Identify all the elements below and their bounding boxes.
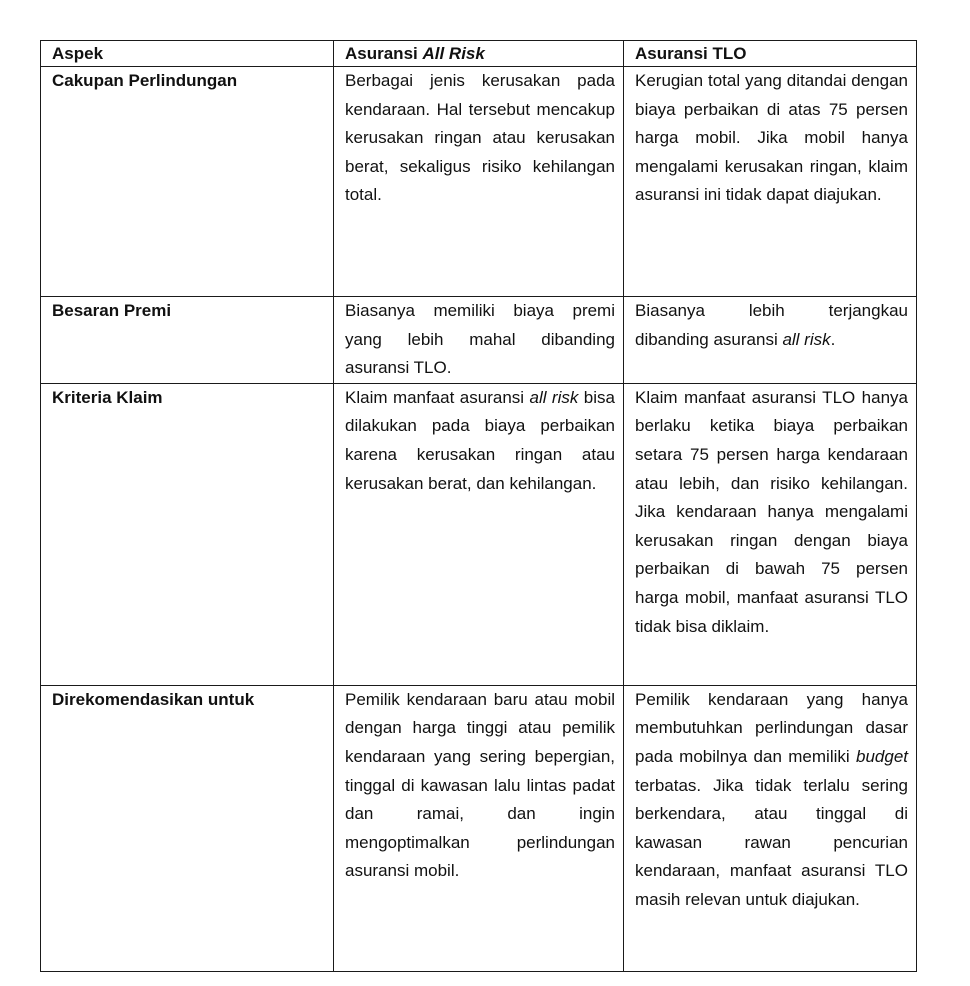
tlo-italic-text: all risk — [782, 329, 831, 349]
all-risk-italic-text: all risk — [529, 387, 579, 407]
tlo-text: Biasanya lebih terjangkau dibanding asuransi — [635, 301, 908, 349]
all-risk-cell: Pemilik kendaraan baru atau mobil dengan harga tinggi atau pemilik kendaraan yang sering bepergian, tinggal di kawasan lalu lintas padat dan ramai, dan ingin mengoptimalkan perlindungan asuransi mobil. — [334, 685, 624, 971]
all-risk-cell — [334, 383, 624, 685]
tlo-text: Pemilik kendaraan yang hanya membutuhkan perlindungan dasar pada mobilnya dan memiliki — [635, 689, 908, 766]
tlo-cell: Kerugian total yang ditandai dengan biaya perbaikan di atas 75 persen harga mobil. Jika mobil hanya mengalami kerusakan ringan, klaim asuransi ini tidak dapat diajukan. — [624, 67, 917, 297]
tlo-italic-text: budget — [856, 746, 908, 766]
table-row — [41, 297, 917, 384]
table-row — [41, 383, 917, 685]
aspect-cell: Direkomendasikan untuk — [41, 685, 334, 971]
aspect-cell: Besaran Premi — [41, 297, 334, 384]
comparison-table — [40, 40, 917, 972]
tlo-cell — [624, 297, 917, 384]
header-all-risk-prefix: Asuransi — [345, 44, 423, 63]
tlo-cell — [624, 685, 917, 971]
table-row — [41, 685, 917, 971]
aspect-cell: Cakupan Perlindungan — [41, 67, 334, 297]
header-row — [41, 41, 917, 67]
header-aspect: Aspek — [41, 41, 334, 67]
all-risk-text: Klaim manfaat asuransi — [345, 387, 530, 407]
header-all-risk — [334, 41, 624, 67]
header-tlo: Asuransi TLO — [624, 41, 917, 67]
tlo-cell: Klaim manfaat asuransi TLO hanya berlaku ketika biaya perbaikan setara 75 persen harga kendaraan atau lebih, dan risiko kehilangan. Jika kendaraan hanya mengalami kerusakan ringan dengan biaya perbaikan di bawah 75 persen harga mobil, manfaat asuransi TLO tidak bisa diklaim. — [624, 383, 917, 685]
all-risk-text-end: bisa dilakukan pada biaya perbaikan karena kerusakan ringan atau kerusakan berat, dan kehilangan. — [345, 387, 615, 493]
table-row — [41, 67, 917, 297]
all-risk-cell: Berbagai jenis kerusakan pada kendaraan. Hal tersebut mencakup kerusakan ringan atau kerusakan berat, sekaligus risiko kehilangan total. — [334, 67, 624, 297]
aspect-cell: Kriteria Klaim — [41, 383, 334, 685]
tlo-text-end: . — [830, 329, 836, 349]
all-risk-cell: Biasanya memiliki biaya premi yang lebih mahal dibanding asuransi TLO. — [334, 297, 624, 384]
header-all-risk-italic: All Risk — [422, 44, 485, 63]
tlo-text-end: terbatas. Jika tidak terlalu sering berkendara, atau tinggal di kawasan rawan pencurian kendaraan, manfaat asuransi TLO masih relevan untuk diajukan. — [635, 775, 908, 909]
